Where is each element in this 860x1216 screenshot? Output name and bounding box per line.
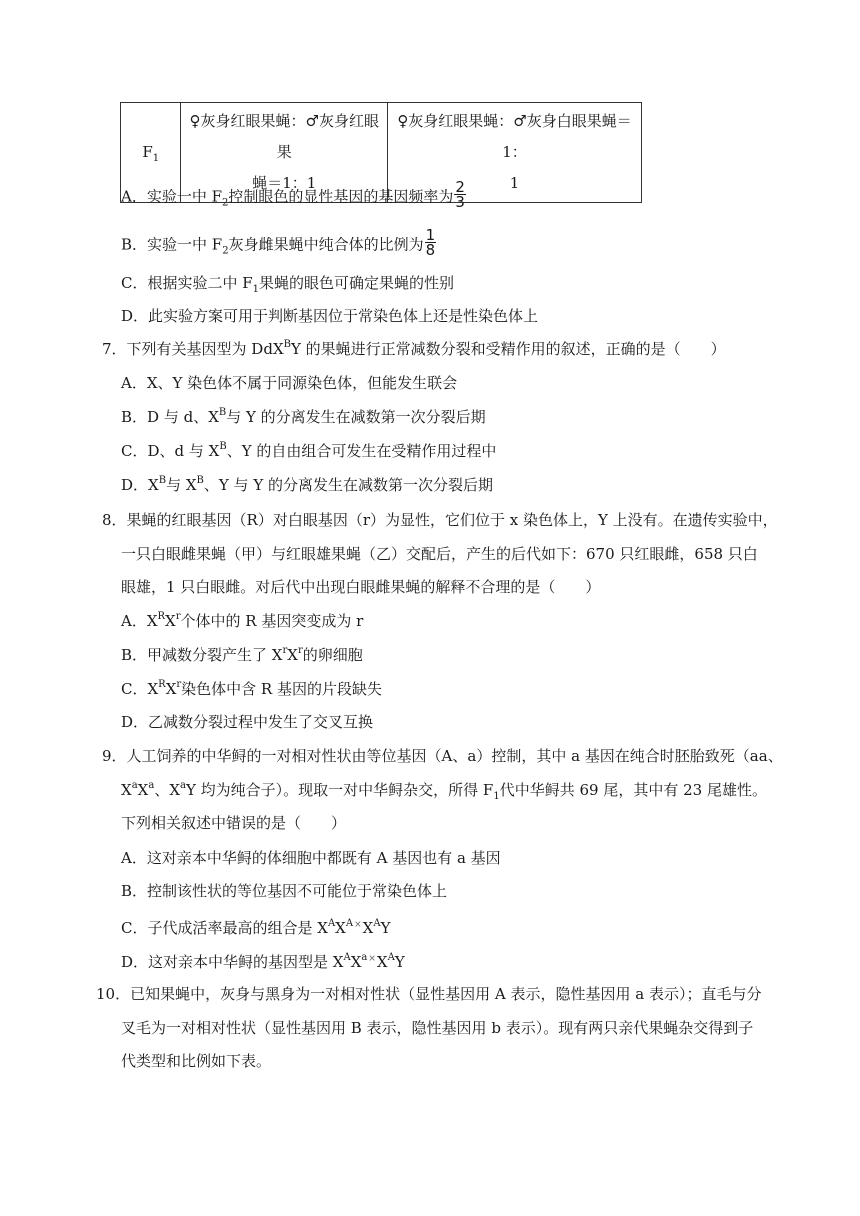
- q10-stem-line2: 叉毛为一对相对性状（显性基因用 B 表示，隐性基因用 b 表示）。现有两只亲代果蝇杂交得到子: [121, 1019, 754, 1037]
- q9-option-d: D．这对亲本中华鲟的基因型是 $X^AX^{a\times}X^AY$: [121, 952, 405, 971]
- q8-option-c: C．$X^RX^r$染色体中含 R 基因的片段缺失: [121, 679, 382, 698]
- q7-option-b: B．D 与 d、$X^B$与 Y 的分离发生在减数第一次分裂后期: [121, 407, 486, 426]
- q9-option-b: B．控制该性状的等位基因不可能位于常染色体上: [121, 882, 448, 900]
- q6-option-c: C．根据实验二中 $F_1$果蝇的眼色可确定果蝇的性别: [121, 274, 455, 295]
- q9-option-a: A．这对亲本中华鲟的体细胞中都既有 A 基因也有 a 基因: [121, 849, 501, 867]
- q9-stem-line3: 下列相关叙述中错误的是（ ）: [121, 814, 347, 832]
- q7-stem: 7．下列有关基因型为 DdX$^B$Y 的果蝇进行正常减数分裂和受精作用的叙述，正确的是（ ）: [102, 339, 726, 358]
- q9-stem-line1: 9．人工饲养的中华鲟的一对相对性状由等位基因（A、a）控制，其中 a 基因在纯合时胚胎致死（aa、: [102, 747, 783, 765]
- q8-option-b: B．甲减数分裂产生了 $X^rX^r$的卵细胞: [121, 645, 363, 664]
- q8-stem-line2: 一只白眼雌果蝇（甲）与红眼雄果蝇（乙）交配后，产生的后代如下：670 只红眼雌，658 只白: [121, 545, 758, 563]
- q6-option-d: D．此实验方案可用于判断基因位于常染色体上还是性染色体上: [121, 307, 539, 325]
- fraction: $\frac{1}{8}$: [425, 226, 436, 259]
- q8-option-a: A．$X^RX^r$个体中的 R 基因突变成为 r: [121, 611, 364, 630]
- q10-stem-line3: 代类型和比例如下表。: [121, 1052, 272, 1070]
- q6-option-b: B．实验一中 $F_2$灰身雌果蝇中纯合体的比例为 $\frac{1}{8}$: [121, 226, 436, 259]
- experiment-one-result: ♀灰身红眼果蝇：♂灰身红眼果 蝇＝1：1: [181, 103, 388, 203]
- q10-stem-line1: 10．已知果蝇中，灰身与黑身为一对相对性状（显性基因用 A 表示，隐性基因用 a 表示）；直毛与分: [96, 985, 762, 1003]
- q7-option-c: C．D、d 与 $X^B$、Y 的自由组合可发生在受精作用过程中: [121, 441, 497, 460]
- q9-option-c: C．子代成活率最高的组合是 $X^AX^{A\times}X^AY$: [121, 918, 391, 937]
- q9-stem-line2: $X^aX^a$、$X^aY$ 均为纯合子）。现取一对中华鲟杂交，所得 $F_1$代中华鲟共 69 尾，其中有 23 尾雄性。: [121, 780, 767, 802]
- q8-option-d: D．乙减数分裂过程中发生了交叉互换: [121, 713, 374, 731]
- fraction: $\frac{2}{3}$: [455, 178, 465, 211]
- q7-option-a: A．X、Y 染色体不属于同源染色体，但能发生联会: [121, 374, 458, 392]
- q8-stem-line3: 眼雄，1 只白眼雌。对后代中出现白眼雌果蝇的解释不合理的是（ ）: [121, 578, 601, 596]
- row-label-cell: $F_1$: [121, 103, 181, 203]
- q6-option-a: A．实验一中 $F_2$控制眼色的显性基因的基因频率为 $\frac{2}{3}$: [121, 178, 465, 211]
- experiment-two-result: ♀灰身红眼果蝇：♂灰身白眼果蝇＝1： 1: [388, 103, 642, 203]
- q8-stem-line1: 8．果蝇的红眼基因（R）对白眼基因（r）为显性，它们位于 x 染色体上，Y 上没有。在遗传实验中，: [102, 511, 778, 529]
- q7-option-d: D．$X^B$与 $X^B$、Y 与 Y 的分离发生在减数第一次分裂后期: [121, 475, 494, 494]
